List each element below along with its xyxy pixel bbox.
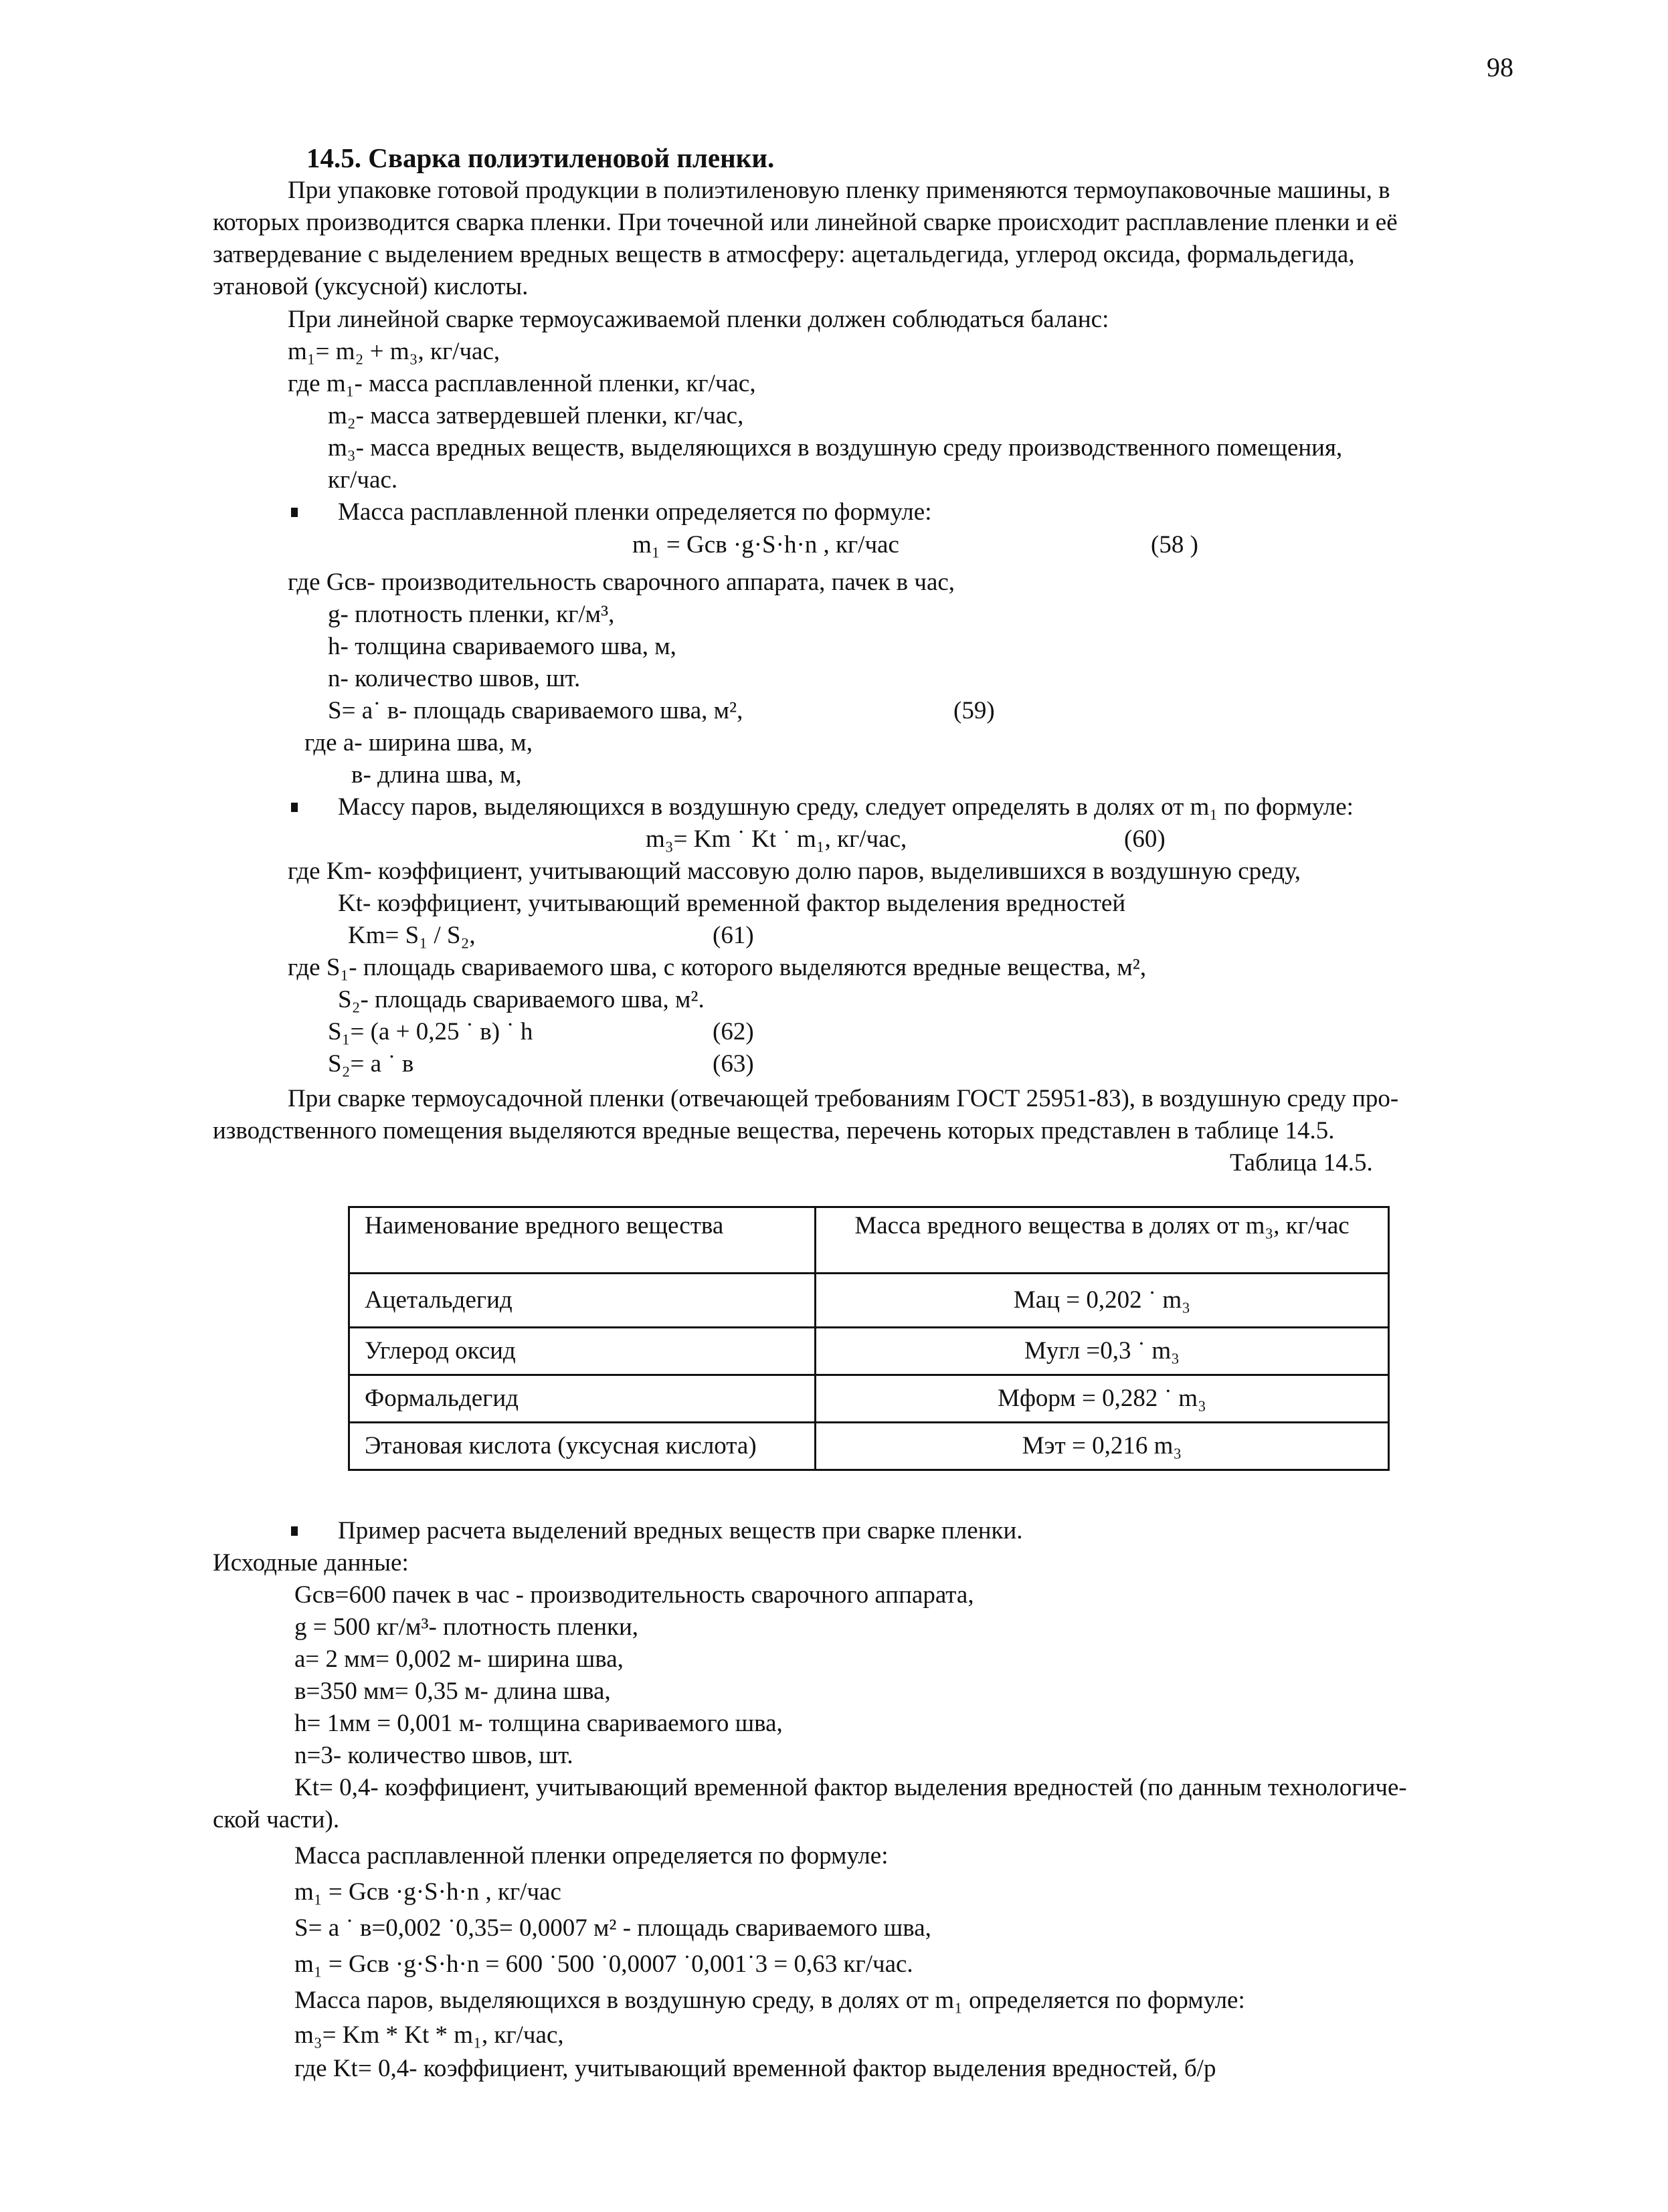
- intro-line: затвердевание с выделением вредных веществ в атмосферу: ацетальдегида, углерод оксида, формальдегида,: [213, 241, 1355, 268]
- table-header-row: [349, 1207, 1389, 1274]
- definition-line: g- плотность пленки, кг/м³,: [328, 601, 615, 628]
- definition-line: m₂- масса затвердевшей пленки, кг/час,: [328, 402, 744, 429]
- definition-line: где S₁- площадь свариваемого шва, с которого выделяются вредные вещества, м²,: [288, 954, 1147, 981]
- definition-line: где Km- коэффициент, учитывающий массовую долю паров, выделившихся в воздушную среду,: [288, 858, 1301, 885]
- formula-60: m₃= Km ˙ Kt ˙ m₁, кг/час,: [646, 825, 907, 853]
- bullet-vapor-mass: Массу паров, выделяющихся в воздушную среду, следует определять в долях от m₁ по формуле:: [338, 792, 1354, 823]
- calc-line: Масса расплавленной пленки определяется по формуле:: [294, 1842, 889, 1870]
- formula-61: Km= S₁ / S₂,: [348, 922, 476, 949]
- substance-name: Ацетальдегид: [349, 1274, 816, 1328]
- input-line: a= 2 мм= 0,002 м- ширина шва,: [294, 1645, 624, 1673]
- intro-line: этановой (уксусной) кислоты.: [213, 273, 529, 300]
- formula-58: m₁ = Gсв ·g·S·h·n , кг/час: [632, 531, 899, 559]
- table-caption: Таблица 14.5.: [1230, 1149, 1373, 1177]
- formula-59-number: (59): [953, 697, 995, 724]
- substance-formula: Mугл =0,3 ˙ m₃: [816, 1328, 1389, 1375]
- table-row: [349, 1375, 1389, 1423]
- formula-61-number: (61): [713, 922, 754, 949]
- intro-line: При упаковке готовой продукции в полиэтиленовую пленку применяются термоупаковочные машины, в: [288, 177, 1390, 204]
- harmful-substances-table: [348, 1206, 1390, 1471]
- input-line: ской части).: [213, 1806, 340, 1833]
- calc-formula: m₁ = Gсв ·g·S·h·n = 600 ˙500 ˙0,0007 ˙0,001˙3 = 0,63 кг/час.: [294, 1950, 913, 1978]
- table-header-cell: Масса вредного вещества в долях от m₃, кг/час: [816, 1207, 1389, 1274]
- calc-line: где Kt= 0,4- коэффициент, учитывающий временной фактор выделения вредностей, б/р: [294, 2055, 1216, 2082]
- calc-line: S= a ˙ в=0,002 ˙0,35= 0,0007 м² - площадь свариваемого шва,: [294, 1914, 931, 1942]
- input-line: n=3- количество швов, шт.: [294, 1742, 573, 1769]
- formula-63: S₂= a ˙ в: [328, 1050, 414, 1078]
- input-line: g = 500 кг/м³- плотность пленки,: [294, 1613, 639, 1641]
- definition-line: где Gсв- производительность сварочного аппарата, пачек в час,: [288, 569, 955, 596]
- definition-line: где а- ширина шва, м,: [304, 729, 533, 757]
- balance-formula: m₁= m₂ + m₃, кг/час,: [288, 338, 500, 365]
- bullet-example: Пример расчета выделений вредных веществ при сварке пленки.: [338, 1516, 1023, 1546]
- balance-intro: При линейной сварке термоусаживаемой пленки должен соблюдаться баланс:: [288, 306, 1109, 333]
- definition-line: n- количество швов, шт.: [328, 665, 581, 692]
- substance-formula: Mформ = 0,282 ˙ m₃: [816, 1375, 1389, 1423]
- table-row: [349, 1328, 1389, 1375]
- input-line: Kt= 0,4- коэффициент, учитывающий временной фактор выделения вредностей (по данным технологиче-: [294, 1774, 1407, 1801]
- input-line: h= 1мм = 0,001 м- толщина свариваемого шва,: [294, 1710, 783, 1737]
- calc-line: Масса паров, выделяющихся в воздушную среду, в долях от m₁ определяется по формуле:: [294, 1987, 1245, 2014]
- table-header-cell: Наименование вредного вещества: [349, 1207, 816, 1274]
- substance-name: Формальдегид: [349, 1375, 816, 1423]
- table-row: [349, 1274, 1389, 1328]
- formula-60-number: (60): [1124, 825, 1166, 853]
- substance-formula: Mэт = 0,216 m₃: [816, 1423, 1389, 1470]
- formula-62: S₁= (a + 0,25 ˙ в) ˙ h: [328, 1018, 533, 1045]
- gost-paragraph-line: изводственного помещения выделяются вредные вещества, перечень которых представлен в таблице 14.5.: [213, 1117, 1335, 1144]
- definition-line: в- длина шва, м,: [351, 761, 522, 789]
- bullet-melted-mass: Масса расплавленной пленки определяется по формуле:: [338, 497, 931, 528]
- formula-58-number: (58 ): [1151, 531, 1198, 559]
- definition-line: где m₁- масса расплавленной пленки, кг/час,: [288, 370, 756, 397]
- gost-paragraph-line: При сварке термоусадочной пленки (отвечающей требованиям ГОСТ 25951-83), в воздушную среду про-: [288, 1085, 1399, 1112]
- definition-line: S₂- площадь свариваемого шва, м².: [338, 986, 705, 1013]
- definition-line: кг/час.: [328, 466, 398, 494]
- definition-line: h- толщина свариваемого шва, м,: [328, 633, 676, 660]
- definition-line: m₃- масса вредных веществ, выделяющихся в воздушную среду производственного помещения,: [328, 434, 1343, 462]
- intro-line: которых производится сварка пленки. При точечной или линейной сварке происходит расплавление пленки и её: [213, 209, 1398, 236]
- substance-formula: Mац = 0,202 ˙ m₃: [816, 1274, 1389, 1328]
- calc-formula: m₃= Km * Kt * m₁, кг/час,: [294, 2021, 564, 2049]
- formula-63-number: (63): [713, 1050, 754, 1078]
- input-line: в=350 мм= 0,35 м- длина шва,: [294, 1678, 611, 1705]
- formula-62-number: (62): [713, 1018, 754, 1045]
- definition-line: Kt- коэффициент, учитывающий временной фактор выделения вредностей: [338, 890, 1126, 917]
- input-data-label: Исходные данные:: [213, 1549, 409, 1577]
- table-row: [349, 1423, 1389, 1470]
- substance-name: Углерод оксид: [349, 1328, 816, 1375]
- calc-formula: m₁ = Gсв ·g·S·h·n , кг/час: [294, 1878, 561, 1906]
- substance-name: Этановая кислота (уксусная кислота): [349, 1423, 816, 1470]
- page-number: 98: [1487, 52, 1513, 82]
- section-heading: 14.5. Сварка полиэтиленовой пленки.: [306, 142, 775, 173]
- input-line: Gсв=600 пачек в час - производительность сварочного аппарата,: [294, 1581, 974, 1609]
- formula-59: S= a˙ в- площадь свариваемого шва, м²,: [328, 697, 743, 724]
